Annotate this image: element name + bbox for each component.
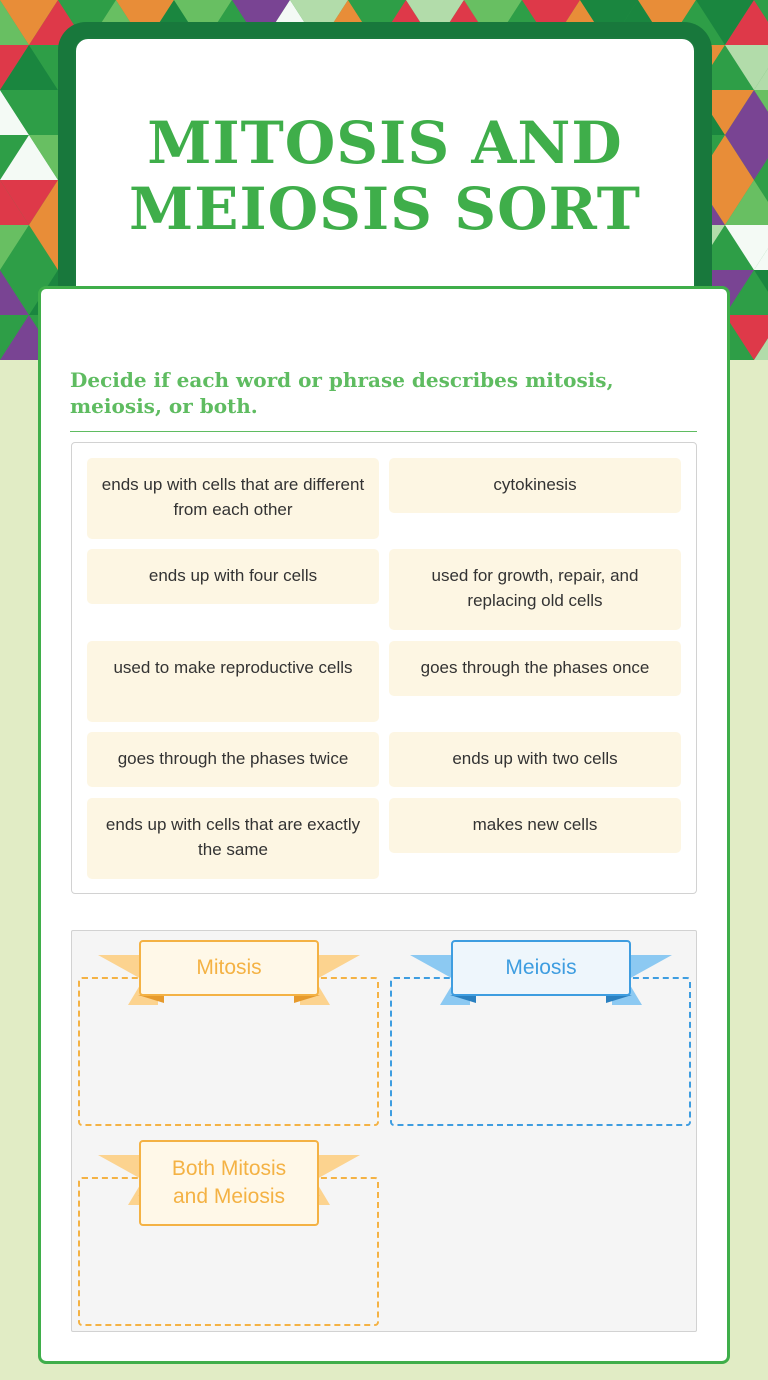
sort-card[interactable]: goes through the phases twice: [87, 732, 379, 787]
sort-card[interactable]: cytokinesis: [389, 458, 681, 513]
sort-card[interactable]: ends up with cells that are different from each other: [87, 458, 379, 539]
sort-card[interactable]: makes new cells: [389, 798, 681, 853]
word-bank: [71, 442, 697, 894]
category-label-both: Both Mitosis and Meiosis: [139, 1140, 319, 1226]
instructions-text: Decide if each word or phrase describes mitosis, meiosis, or both.: [70, 368, 614, 418]
sort-card[interactable]: used to make reproductive cells: [87, 641, 379, 722]
divider: [70, 431, 697, 432]
sort-card[interactable]: ends up with cells that are exactly the same: [87, 798, 379, 879]
page-title: MITOSIS AND MEIOSIS SORT: [129, 109, 641, 243]
sort-card[interactable]: goes through the phases once: [389, 641, 681, 696]
category-label-mitosis: Mitosis: [139, 940, 319, 996]
sort-card[interactable]: ends up with two cells: [389, 732, 681, 787]
category-label-meiosis: Meiosis: [451, 940, 631, 996]
sort-area: [71, 930, 697, 1332]
sort-card[interactable]: ends up with four cells: [87, 549, 379, 604]
sort-card[interactable]: used for growth, repair, and replacing old cells: [389, 549, 681, 630]
